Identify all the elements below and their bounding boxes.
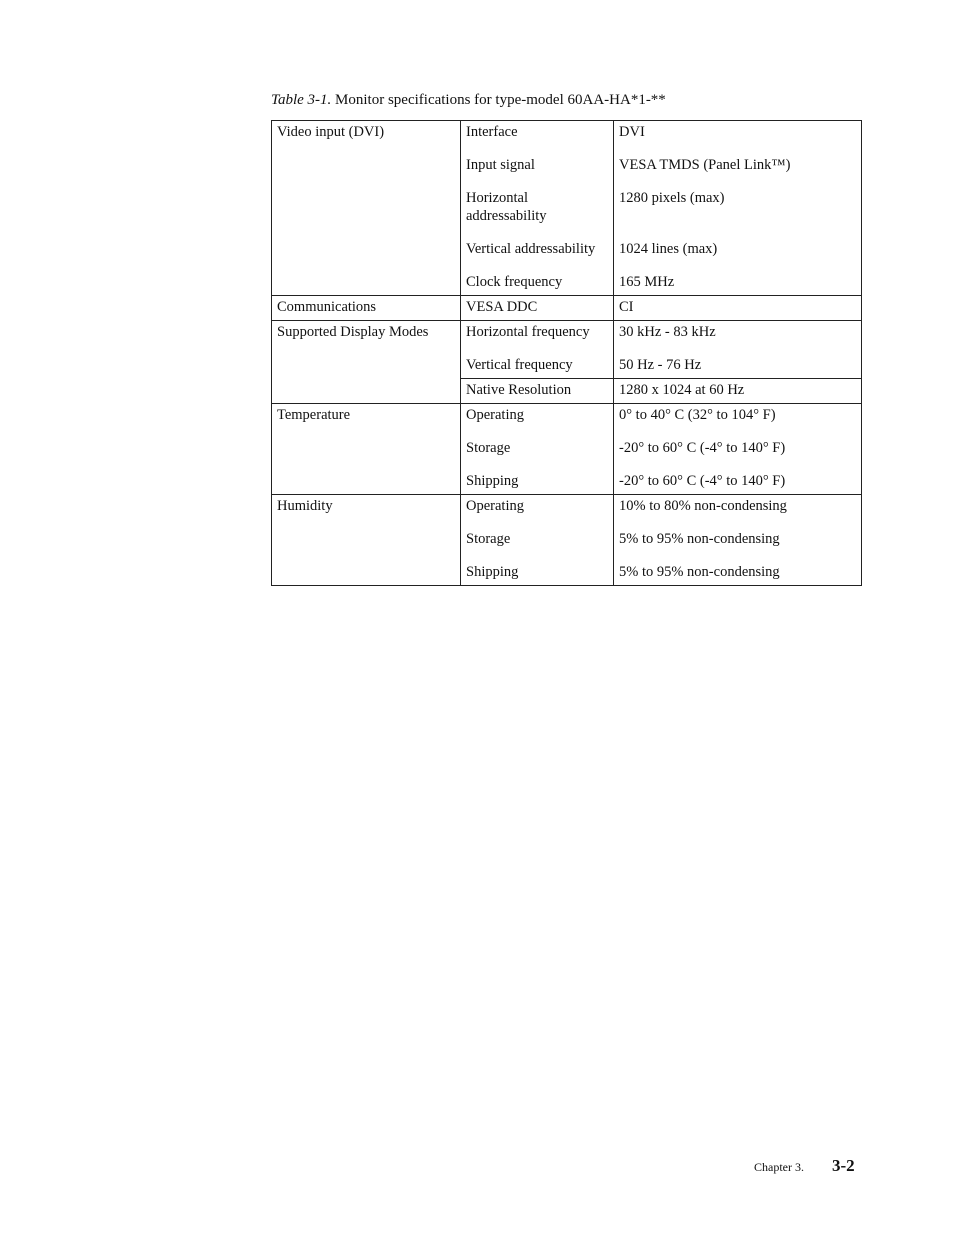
param-label: Shipping	[466, 564, 519, 580]
param-label: Horizontal frequency	[466, 324, 590, 340]
param-label: Operating	[466, 498, 524, 514]
category-label: Humidity	[277, 498, 333, 514]
category-label: Temperature	[277, 407, 351, 423]
param-label: Input signal	[466, 157, 535, 173]
value-text: VESA TMDS (Panel Link™)	[619, 157, 791, 173]
param-cell	[461, 379, 614, 404]
category-cell	[272, 296, 461, 321]
param-cell	[461, 404, 614, 495]
value-text: 0° to 40° C (32° to 104° F)	[619, 407, 776, 423]
page-footer	[754, 1156, 855, 1176]
value-text: 5% to 95% non-condensing	[619, 564, 780, 580]
table-row	[272, 495, 862, 586]
value-text: 1280 pixels (max)	[619, 190, 725, 206]
value-text: 165 MHz	[619, 274, 675, 290]
param-cell	[461, 296, 614, 321]
value-text: DVI	[619, 124, 645, 140]
chapter-label: Chapter 3.	[754, 1160, 804, 1174]
value-cell	[614, 121, 862, 296]
value-text: 10% to 80% non-condensing	[619, 498, 787, 514]
table-number: Table 3-1.	[271, 92, 332, 108]
table-title: Monitor specifications for type-model 60AA-HA*1-**	[335, 92, 666, 108]
param-label: Vertical frequency	[466, 357, 573, 373]
category-cell	[272, 321, 461, 404]
param-label: Vertical addressability	[466, 241, 596, 257]
value-text: CI	[619, 299, 634, 315]
value-text: 5% to 95% non-condensing	[619, 531, 780, 547]
table-row	[272, 404, 862, 495]
param-cell	[461, 495, 614, 586]
param-label: Storage	[466, 531, 511, 547]
table-row	[272, 321, 862, 379]
param-cell	[461, 321, 614, 379]
category-cell	[272, 495, 461, 586]
value-text: 1280 x 1024 at 60 Hz	[619, 382, 745, 398]
category-cell	[272, 121, 461, 296]
param-label: Clock frequency	[466, 274, 563, 290]
param-label: VESA DDC	[466, 299, 538, 315]
value-text: 30 kHz - 83 kHz	[619, 324, 716, 340]
value-cell	[614, 379, 862, 404]
value-cell	[614, 495, 862, 586]
page-number: 3-2	[832, 1156, 855, 1175]
value-text: -20° to 60° C (-4° to 140° F)	[619, 440, 786, 456]
value-text: -20° to 60° C (-4° to 140° F)	[619, 473, 786, 489]
param-label: Native Resolution	[466, 382, 572, 398]
category-label: Video input (DVI)	[277, 124, 385, 140]
param-label: Horizontal addressability	[466, 190, 547, 224]
value-text: 1024 lines (max)	[619, 241, 718, 257]
spec-table	[271, 120, 862, 586]
value-cell	[614, 404, 862, 495]
param-cell	[461, 121, 614, 296]
param-label: Interface	[466, 124, 518, 140]
value-cell	[614, 321, 862, 379]
category-cell	[272, 404, 461, 495]
param-label: Operating	[466, 407, 524, 423]
table-row	[272, 296, 862, 321]
table-caption	[271, 90, 666, 110]
param-label: Storage	[466, 440, 511, 456]
value-text: 50 Hz - 76 Hz	[619, 357, 702, 373]
category-label: Communications	[277, 299, 377, 315]
value-cell	[614, 296, 862, 321]
category-label: Supported Display Modes	[277, 324, 429, 340]
table-row	[272, 121, 862, 296]
param-label: Shipping	[466, 473, 519, 489]
